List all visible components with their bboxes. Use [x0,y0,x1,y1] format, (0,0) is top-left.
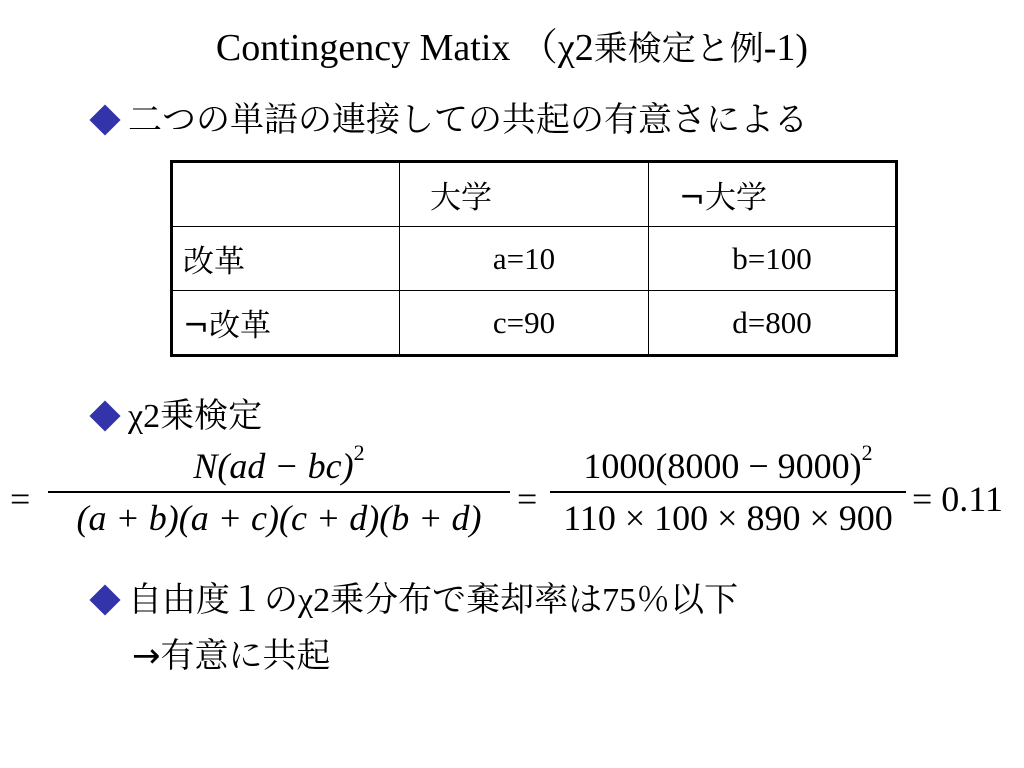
bullet-3 [86,578,738,623]
bullet-1 [86,98,808,142]
bullet-2-text: 乗検定 [160,396,263,436]
table-cell: a=10 [400,227,649,291]
formula-equals: = [517,479,538,519]
table-row [172,227,897,291]
fraction-bar [550,491,906,493]
bullet-3-part1: 自由度１の [128,580,298,620]
chi-symbol: χ [128,398,144,435]
bullet-2 [86,394,262,439]
table-cell: b=100 [649,227,897,291]
bullet-3-part2: 乗分布で棄却率は [330,580,603,620]
title-suffix: -1) [763,27,809,69]
table-row [172,291,897,356]
diamond-bullet-icon [89,584,120,615]
table-cell: d=800 [649,291,897,356]
formula-fraction-general [48,440,510,539]
diamond-bullet-icon [89,400,120,431]
formula-result: = 0.11 [912,479,1003,519]
title-main: Contingency Matix （ [215,27,558,69]
title-jp: 乗検定と例 [593,29,764,69]
chi-symbol: χ [298,582,314,619]
bullet-3-part3: ％以下 [636,580,739,620]
formula-numerator [550,440,906,487]
bullet-1-text: 二つの単語の連接しての共起の有意さによる [128,100,808,140]
table-header-cell [172,162,400,227]
rejection-rate-value: 75 [602,582,637,619]
chi-exponent: 2 [143,398,161,435]
formula-denominator-text: 110 × 100 × 890 × 900 [563,498,893,538]
formula-numerator-power: 2 [353,440,365,465]
formula-lead-equals: = [10,479,31,519]
table-header-cell: ¬大学 [649,162,897,227]
title-two: 2 [574,27,594,69]
table-header-cell: 大学 [400,162,649,227]
formula-numerator-text: N(ad − bc) [193,446,354,486]
contingency-table [170,160,898,357]
formula-fraction-numeric [550,440,906,539]
table-header-row [172,162,897,227]
table-row-label: ¬改革 [172,291,400,356]
formula-denominator-text: (a + b)(a + c)(c + d)(b + d) [76,498,482,538]
table-cell: c=90 [400,291,649,356]
title-chi: χ [557,27,575,69]
formula-denominator [48,497,510,539]
conclusion-line: →有意に共起 [132,636,331,676]
formula-denominator [550,497,906,539]
table-row-label: 改革 [172,227,400,291]
diamond-bullet-icon [89,104,120,135]
fraction-bar [48,491,510,493]
slide-title [0,22,1024,75]
formula-numerator-text: 1000(8000 − 9000) [583,446,862,486]
formula-numerator [48,440,510,487]
chi-square-formula [0,440,1024,560]
formula-numerator-power: 2 [861,440,873,465]
chi-exponent: 2 [313,582,331,619]
